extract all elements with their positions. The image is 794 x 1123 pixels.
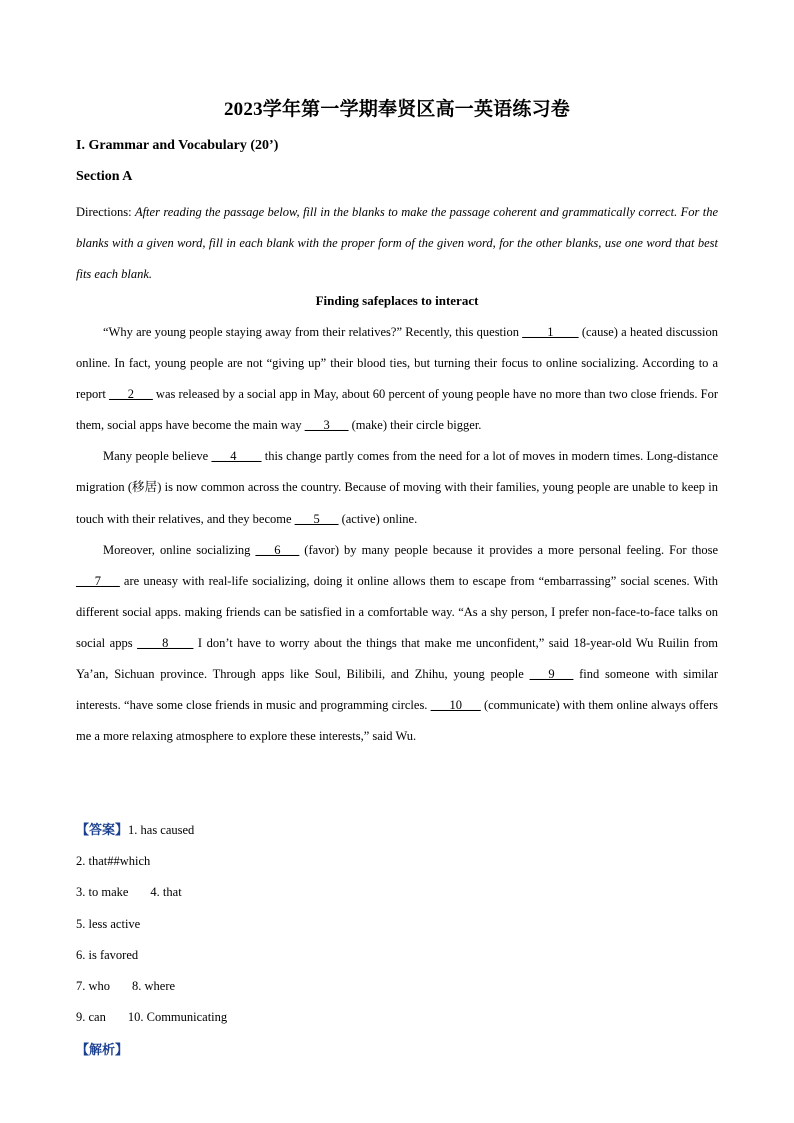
exam-title: 2023学年第一学期奉贤区高一英语练习卷 xyxy=(223,99,570,120)
blank-4: ___4____ xyxy=(211,449,262,464)
directions-text: After reading the passage below, fill in the blanks to make the passage coherent and grammatically correct. For the blanks with a given word, fill in each blank with the proper form of the given word, for the other blanks, use one word that best fits each blank. xyxy=(76,205,719,282)
blank-9: ___9___ xyxy=(529,667,574,682)
section-heading: Section A xyxy=(76,169,133,184)
answer-row xyxy=(76,971,718,1002)
paragraph-1: “Why are young people staying away from their relatives?” Recently, this question ____1____ (cause) a heated discussion online. In fact, young people are not “giving up” their blood ties, but turning their focus to online socializing. According to a report ___2___ was released by a social app in May, about 60 percent of young people have no more than two close friends. For them, social apps have become the main way ___3___ (make) their circle bigger. xyxy=(76,325,718,433)
answer-item: 5. less active xyxy=(76,916,141,931)
blank-7: ___7___ xyxy=(76,573,120,588)
blank-6: ___6___ xyxy=(255,542,300,557)
answer-item: 3. to make xyxy=(76,885,129,900)
answer-item: 10. Communicating xyxy=(127,1010,228,1025)
blank-10: ___10___ xyxy=(430,698,481,713)
part-heading: I. Grammar and Vocabulary (20’) xyxy=(76,138,279,153)
answer-item: 9. can xyxy=(76,1010,106,1025)
blank-2: ___2___ xyxy=(109,387,153,402)
directions-label: Directions: xyxy=(76,205,135,219)
answer-row xyxy=(76,1002,718,1033)
answer-row xyxy=(76,940,718,971)
blank-1: ____1____ xyxy=(522,325,579,339)
analysis-heading xyxy=(76,1040,128,1061)
passage-title: Finding safeplaces to interact xyxy=(315,293,479,308)
answer-item: 6. is favored xyxy=(76,947,139,962)
answer-item: 1. has caused xyxy=(128,823,195,837)
answer-item: 2. that##which xyxy=(76,854,151,869)
paragraph-3: Moreover, online socializing ___6___ (favor) by many people because it provides a more personal feeling. For those ___7___ are uneasy with real-life socializing, doing it online allows them to escape from “embarrassing” social scenes. With different social apps. making friends can be satisfied in a comfortable way. “As a shy person, I prefer non-face-to-face talks on social apps ____8____ I don’t have to worry about the things that make me unconfident,” said 18-year-old Wu Ruilin from Ya’an, Sichuan province. Through apps like Soul, Bilibili, and Zhihu, young people ___9___ find someone with similar interests. “have some close friends in music and programming circles. ___10___ (communicate) with them online always offers me a more relaxing atmosphere to explore these interests,” said Wu. xyxy=(76,542,718,744)
blank-3: ___3___ xyxy=(304,418,349,433)
answer-item: 4. that xyxy=(150,885,182,900)
passage xyxy=(76,317,718,752)
answer-row xyxy=(76,846,718,877)
answer-tag: 【答案】 xyxy=(76,823,129,838)
answer-row xyxy=(76,909,718,940)
answer-row xyxy=(76,815,718,846)
answer-item: 7. who xyxy=(76,978,111,993)
blank-5: ___5___ xyxy=(294,511,339,526)
analysis-tag: 【解析】 xyxy=(76,1043,129,1058)
answer-list xyxy=(76,815,718,1033)
blank-8: ____8____ xyxy=(137,635,194,650)
paragraph-2: Many people believe ___4____ this change partly comes from the need for a lot of moves in modern times. Long-distance migration (移居) is now common across the country. Because of moving with their families, young people are unable to keep in touch with their relatives, and they become ___5___ (active) online. xyxy=(76,449,718,526)
directions xyxy=(76,197,718,291)
answer-row xyxy=(76,877,718,908)
answer-item: 8. where xyxy=(132,978,176,993)
